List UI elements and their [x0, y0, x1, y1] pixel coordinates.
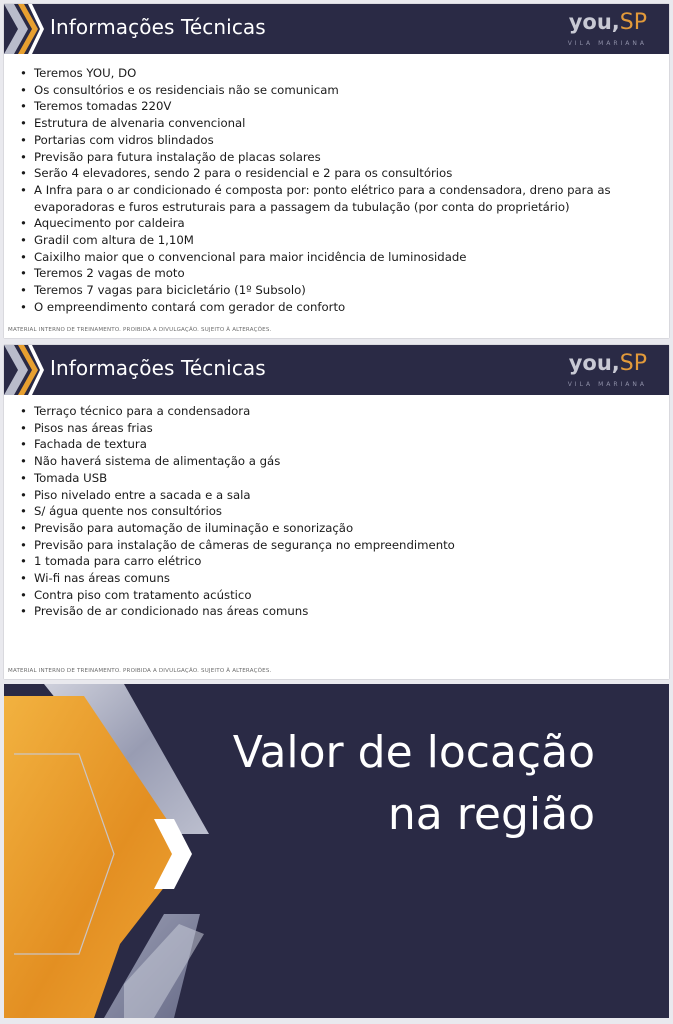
chevron-decoration-icon — [4, 345, 44, 395]
list-item: • Terraço técnico para a condensadora — [20, 403, 655, 420]
list-item: • Teremos YOU, DO — [20, 65, 655, 82]
list-item: • Não haverá sistema de alimentação a gás — [20, 453, 655, 470]
slide-technical-info-2 — [4, 345, 669, 679]
brand-logo — [559, 351, 651, 391]
logo-sp: SP — [619, 10, 647, 35]
brand-logo — [559, 10, 651, 50]
heading-line-2: na região — [387, 789, 595, 840]
list-item: • Pisos nas áreas frias — [20, 420, 655, 437]
slide-title: Informações Técnicas — [50, 356, 266, 380]
slide-technical-info-1 — [4, 4, 669, 338]
slide-rental-value — [4, 684, 669, 1018]
slide-header — [4, 4, 669, 54]
slide-footer-disclaimer: MATERIAL INTERNO DE TREINAMENTO. PROIBIDA A DIVULGAÇÃO. SUJEITO À ALTERAÇÕES. — [8, 327, 272, 333]
list-item: • A Infra para o ar condicionado é composta por: ponto elétrico para a condensadora, dreno para as evaporadoras e furos estruturais para a passagem da tubulação (por conta do proprietário) — [20, 182, 655, 215]
logo-word: you, — [568, 10, 620, 34]
slide-heading — [233, 722, 595, 846]
list-item: • 1 tomada para carro elétrico — [20, 553, 655, 570]
logo-subtitle: VILA MARIANA — [567, 381, 647, 388]
logo-word: you, — [568, 351, 620, 375]
technical-info-list — [20, 65, 655, 316]
list-item: • Teremos 7 vagas para bicicletário (1º Subsolo) — [20, 282, 655, 299]
list-item: • Previsão para instalação de câmeras de segurança no empreendimento — [20, 537, 655, 554]
list-item: • O empreendimento contará com gerador de conforto — [20, 299, 655, 316]
list-item: • Serão 4 elevadores, sendo 2 para o residencial e 2 para os consultórios — [20, 165, 655, 182]
list-item: • Gradil com altura de 1,10M — [20, 232, 655, 249]
slide-footer-disclaimer: MATERIAL INTERNO DE TREINAMENTO. PROIBIDA A DIVULGAÇÃO. SUJEITO À ALTERAÇÕES. — [8, 668, 272, 674]
list-item: • Contra piso com tratamento acústico — [20, 587, 655, 604]
page-bottom-margin — [0, 1018, 673, 1024]
list-item: • Tomada USB — [20, 470, 655, 487]
list-item: • Previsão para automação de iluminação e sonorização — [20, 520, 655, 537]
list-item: • Aquecimento por caldeira — [20, 215, 655, 232]
list-item: • Portarias com vidros blindados — [20, 132, 655, 149]
logo-sp: SP — [619, 351, 647, 376]
slide-header — [4, 345, 669, 395]
list-item: • Previsão de ar condicionado nas áreas comuns — [20, 603, 655, 620]
slide-title: Informações Técnicas — [50, 15, 266, 39]
heading-line-1: Valor de locação — [232, 727, 595, 778]
list-item: • Caixilho maior que o convencional para maior incidência de luminosidade — [20, 249, 655, 266]
list-item: • Estrutura de alvenaria convencional — [20, 115, 655, 132]
logo-subtitle: VILA MARIANA — [567, 40, 647, 47]
chevron-decoration-icon — [4, 4, 44, 54]
list-item: • Wi-fi nas áreas comuns — [20, 570, 655, 587]
list-item: • Teremos 2 vagas de moto — [20, 265, 655, 282]
list-item: • Os consultórios e os residenciais não se comunicam — [20, 82, 655, 99]
list-item: • Fachada de textura — [20, 436, 655, 453]
list-item: • Previsão para futura instalação de placas solares — [20, 149, 655, 166]
list-item: • S/ água quente nos consultórios — [20, 503, 655, 520]
list-item: • Piso nivelado entre a sacada e a sala — [20, 487, 655, 504]
list-item: • Teremos tomadas 220V — [20, 98, 655, 115]
technical-info-list — [20, 403, 655, 620]
